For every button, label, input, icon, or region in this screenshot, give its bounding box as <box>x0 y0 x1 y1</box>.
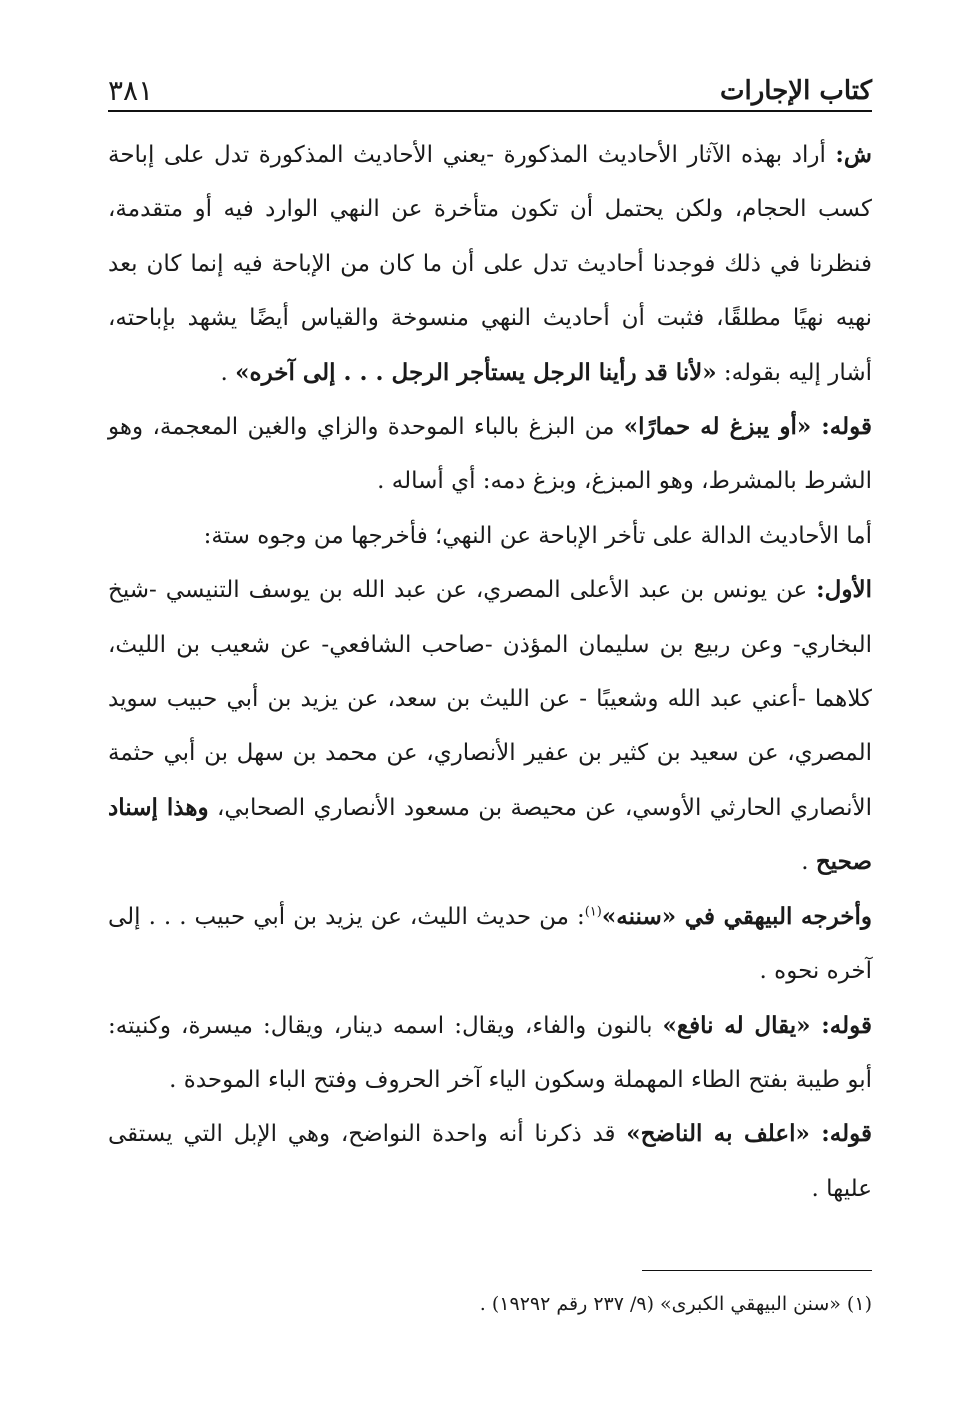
header-divider <box>108 110 872 112</box>
paragraph-lead: ش: <box>835 141 872 168</box>
paragraph-lead: وأخرجه البيهقي في «سننه» <box>601 902 872 930</box>
paragraph-bayhaqi <box>108 890 872 999</box>
footnote-divider <box>642 1270 872 1271</box>
paragraph-tail: . <box>801 849 816 876</box>
paragraph-nadih <box>108 1107 872 1216</box>
page-header <box>108 62 872 106</box>
paragraph-ahadith-intro <box>108 509 872 563</box>
paragraph-text: عن يونس بن عبد الأعلى المصري، عن عبد الله بن يوسف التنيسي -شيخ البخاري- وعن ربيع بن سليمان المؤذن -صاحب الشافعي- عن شعيب بن الليث، كلاهما -أعني عبد الله وشعيبًا - عن الليث بن سعد، عن يزيد بن أبي حبيب سويد المصري، عن سعيد بن كثير بن عفير الأنصاري، عن محمد بن سهل بن أبي حثمة الأنصاري الحارثي الأوسي، عن محيصة بن مسعود الأنصاري الصحابي، <box>108 577 872 821</box>
paragraph-text: قد ذكرنا أنه واحدة النواضح، وهي الإبل التي يستقى عليها . <box>108 1121 872 1202</box>
paragraph-text: من البزغ بالباء الموحدة والزاي والغين المعجمة، وهو الشرط بالمشرط، وهو المبزغ، وبزغ دمه: أي أساله . <box>108 414 872 495</box>
paragraph-explanation <box>108 128 872 400</box>
page-number: ٣٨١ <box>108 74 154 107</box>
paragraph-nafi <box>108 999 872 1108</box>
isnad-verdict: وهذا إسناد صحيح <box>108 793 872 876</box>
paragraph-lead: قوله: «أو يبزغ له حمارًا» <box>623 413 872 441</box>
main-text <box>108 128 872 1216</box>
running-title: كتاب الإجارات <box>720 76 872 106</box>
paragraph-tail: . <box>220 359 236 386</box>
paragraph-text: بالنون والفاء، ويقال: اسمه دينار، ويقال: ميسرة، وكنيته: أبو طيبة بفتح الطاء المهملة وسكون الياء آخر الحروف وفتح الباء الموحدة . <box>108 1012 872 1093</box>
paragraph-text: أما الأحاديث الدالة على تأخر الإباحة عن النهي؛ فأخرجها من وجوه ستة: <box>203 522 872 549</box>
paragraph-lead: قوله: «يقال له نافع» <box>662 1011 872 1039</box>
paragraph-yabzugh <box>108 400 872 509</box>
paragraph-lead: الأول: <box>816 576 872 604</box>
paragraph-lead: قوله: «اعلف به الناضح» <box>626 1120 872 1148</box>
paragraph-first-chain <box>108 563 872 889</box>
footnote: (١) «سنن البيهقي الكبرى» (٩/ ٢٣٧ رقم ١٩٢٩٢) . <box>479 1293 872 1315</box>
quoted-phrase: «لأنا قد رأينا الرجل يستأجر الرجل . . . إلى آخره» <box>235 358 717 386</box>
paragraph-text: أراد بهذه الآثار الأحاديث المذكورة -يعني الأحاديث المذكورة تدل على إباحة كسب الحجام، ولكن يحتمل أن تكون متأخرة عن النهي الوارد فيه أو متقدمة، فنظرنا في ذلك فوجدنا أحاديث تدل على أن ما كان من الإباحة فيه إنما كان بعد نهيه نهيًا مطلقًا، فثبت أن أحاديث النهي منسوخة والقياس أيضًا يشهد بإباحته، أشار إليه بقوله: <box>108 142 872 386</box>
paragraph-text: : من حديث الليث، عن يزيد بن أبي حبيب . . . إلى آخره نحوه . <box>108 903 872 985</box>
footnote-marker: (١) <box>584 904 602 920</box>
